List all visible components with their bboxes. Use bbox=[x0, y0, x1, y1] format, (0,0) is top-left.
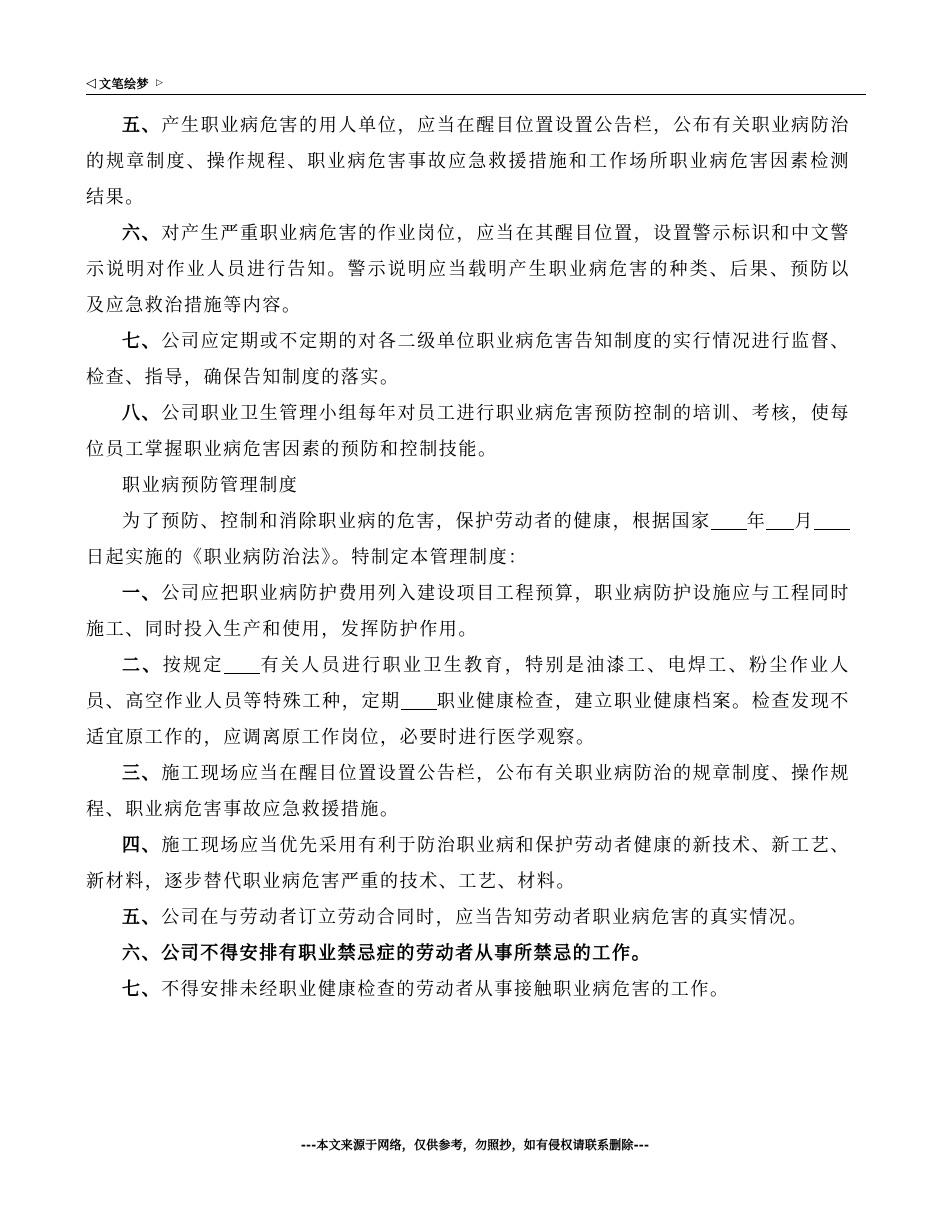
document-body bbox=[86, 108, 850, 1008]
item-number: 二、 bbox=[122, 655, 163, 676]
item-number: 八、 bbox=[122, 403, 162, 424]
paragraph-5 bbox=[86, 108, 850, 216]
item-number: 五、 bbox=[122, 907, 162, 928]
rule-7 bbox=[86, 972, 850, 1008]
item-number: 七、 bbox=[122, 979, 162, 1000]
paragraph-text: 公司职业卫生管理小组每年对员工进行职业病危害预防控制的培训、考核，使每位员工掌握职业病危害因素的预防和控制技能。 bbox=[86, 403, 850, 460]
blank-field bbox=[401, 691, 437, 710]
right-triangle-icon: ▷ bbox=[156, 77, 163, 88]
year-label: 年 bbox=[746, 511, 767, 532]
paragraph-8 bbox=[86, 396, 850, 468]
blank-year bbox=[711, 511, 747, 530]
item-number: 三、 bbox=[122, 763, 162, 784]
item-number: 五、 bbox=[122, 115, 162, 136]
blank-field bbox=[224, 655, 260, 674]
left-triangle-icon: ◁ bbox=[86, 75, 96, 91]
paragraph-7 bbox=[86, 324, 850, 396]
item-number: 七、 bbox=[122, 331, 162, 352]
item-number: 一、 bbox=[122, 583, 162, 604]
page-header bbox=[86, 72, 866, 95]
paragraph-text: 不得安排未经职业健康检查的劳动者从事接触职业病危害的工作。 bbox=[161, 979, 730, 1000]
blank-day bbox=[814, 511, 850, 530]
intro-text: 为了预防、控制和消除职业病的危害，保护劳动者的健康，根据国家 bbox=[122, 511, 711, 532]
paragraph-text: 对产生严重职业病危害的作业岗位，应当在其醒目位置，设置警示标识和中文警示说明对作业人员进行告知。警示说明应当载明产生职业病危害的种类、后果、预防以及应急救治措施等内容。 bbox=[86, 223, 850, 316]
section-title: 职业病预防管理制度 bbox=[122, 475, 299, 496]
intro-text: 日起实施的《职业病防治法》。特制定本管理制度： bbox=[86, 547, 528, 568]
intro-paragraph bbox=[86, 504, 850, 576]
rule-5 bbox=[86, 900, 850, 936]
paragraph-text: 施工现场应当在醒目位置设置公告栏，公布有关职业病防治的规章制度、操作规程、职业病危害事故应急救援措施。 bbox=[86, 763, 850, 820]
rule-6: 六、公司不得安排有职业禁忌症的劳动者从事所禁忌的工作。 bbox=[122, 943, 652, 964]
rule-2 bbox=[86, 648, 850, 756]
paragraph-6 bbox=[86, 216, 850, 324]
rule-3 bbox=[86, 756, 850, 828]
paragraph-text: 公司应定期或不定期的对各二级单位职业病危害告知制度的实行情况进行监督、检查、指导，确保告知制度的落实。 bbox=[86, 331, 850, 388]
paragraph-text: 产生职业病危害的用人单位，应当在醒目位置设置公告栏，公布有关职业病防治的规章制度、操作规程、职业病危害事故应急救援措施和工作场所职业病危害因素检测结果。 bbox=[86, 115, 850, 208]
brand-name: 文笔绘梦 bbox=[99, 76, 150, 91]
paragraph-text: 职业健康检查，建立职业健康档案。检查发现不适宜原工作的，应调离原工作岗位，必要时进行医学观察。 bbox=[86, 691, 850, 748]
paragraph-text: 按规定 bbox=[162, 655, 224, 676]
footer-disclaimer: ---本文来源于网络，仅供参考，勿照抄，如有侵权请联系删除--- bbox=[300, 1138, 650, 1152]
month-label: 月 bbox=[794, 511, 814, 532]
paragraph-text: 公司应把职业病防护费用列入建设项目工程预算，职业病防护设施应与工程同时施工、同时投入生产和使用，发挥防护作用。 bbox=[86, 583, 850, 640]
paragraph-text: 施工现场应当优先采用有利于防治职业病和保护劳动者健康的新技术、新工艺、新材料，逐步替代职业病危害严重的技术、工艺、材料。 bbox=[86, 835, 850, 892]
rule-1 bbox=[86, 576, 850, 648]
item-number: 四、 bbox=[122, 835, 162, 856]
blank-month bbox=[766, 511, 794, 530]
rule-4 bbox=[86, 828, 850, 900]
item-number: 六、 bbox=[122, 223, 162, 244]
paragraph-text: 公司在与劳动者订立劳动合同时，应当告知劳动者职业病危害的真实情况。 bbox=[161, 907, 808, 928]
paragraph-text: 有关人员进行职业卫生教育，特别是油漆工、电焊工、粉尘作业人员、高空作业人员等特殊工种，定期 bbox=[86, 655, 850, 712]
